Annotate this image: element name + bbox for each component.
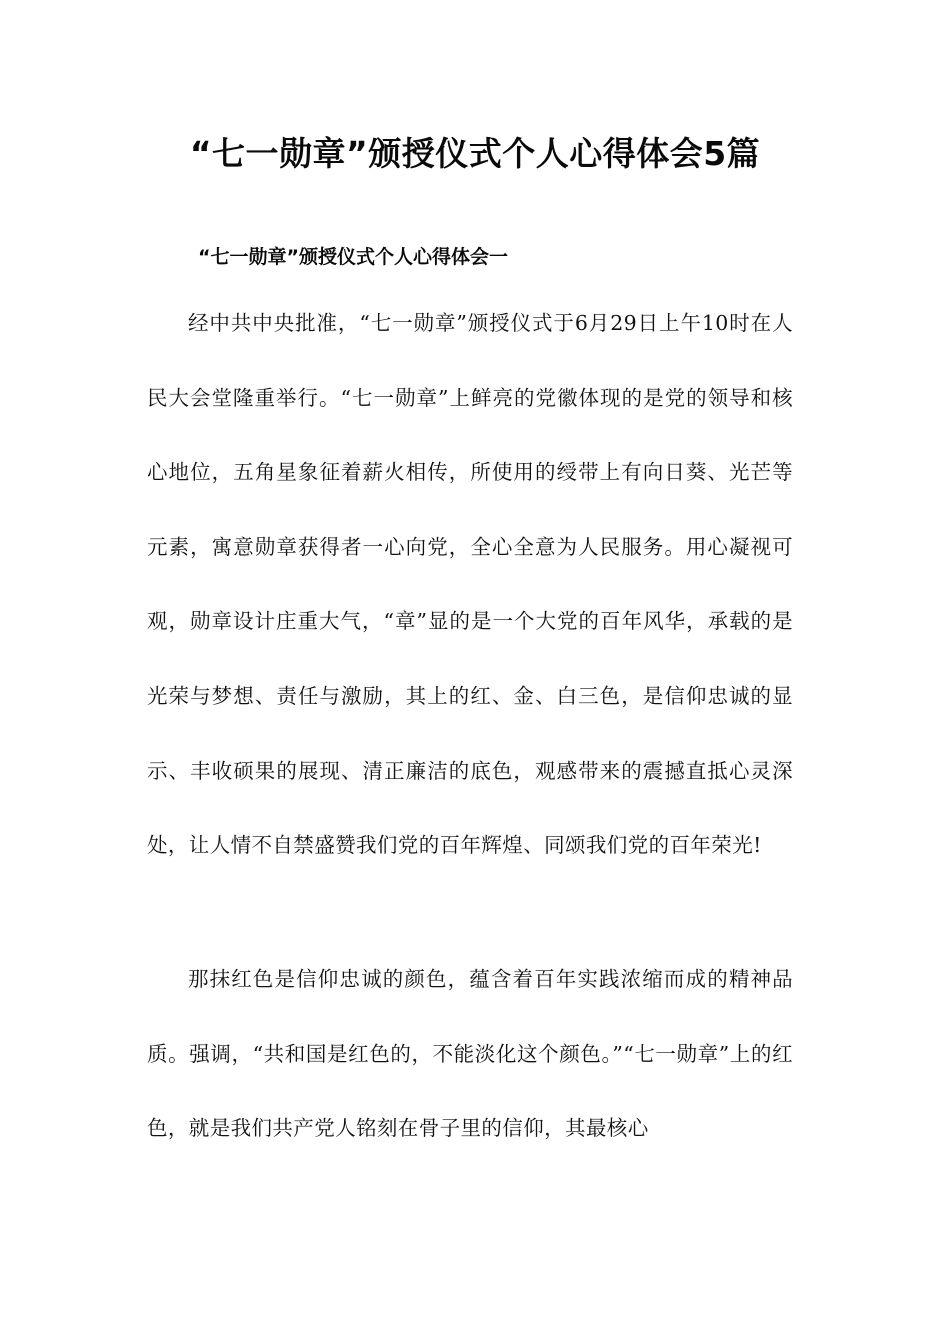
section-heading: “七一勋章”颁授仪式个人心得体会一 [198, 246, 508, 268]
body-paragraph: 经中共中央批准，“七一勋章”颁授仪式于6月29日上午10时在人民大会堂隆重举行。“七一勋章”上鲜亮的党徽体现的是党的领导和核心地位，五角星象征着薪火相传，所使用的绶带上有向日葵、光芒等元素，寓意勋章获得者一心向党，全心全意为人民服务。用心凝视可观，勋章设计庄重大气，“章”显的是一个大党的百年风华，承载的是光荣与梦想、责任与激励，其上的红、金、白三色，是信仰忠诚的显示、丰收硕果的展现、清正廉洁的底色，观感带来的震撼直抵心灵深处，让人情不自禁盛赞我们党的百年辉煌、同颂我们党的百年荣光! [147, 311, 793, 858]
document-title: “七一勋章”颁授仪式个人心得体会5篇 [189, 134, 761, 173]
body-paragraph: 那抹红色是信仰忠诚的颜色，蕴含着百年实践浓缩而成的精神品质。强调，“共和国是红色的，不能淡化这个颜色。”“七一勋章”上的红色，就是我们共产党人铭刻在骨子里的信仰，其最核心 [147, 967, 793, 1141]
